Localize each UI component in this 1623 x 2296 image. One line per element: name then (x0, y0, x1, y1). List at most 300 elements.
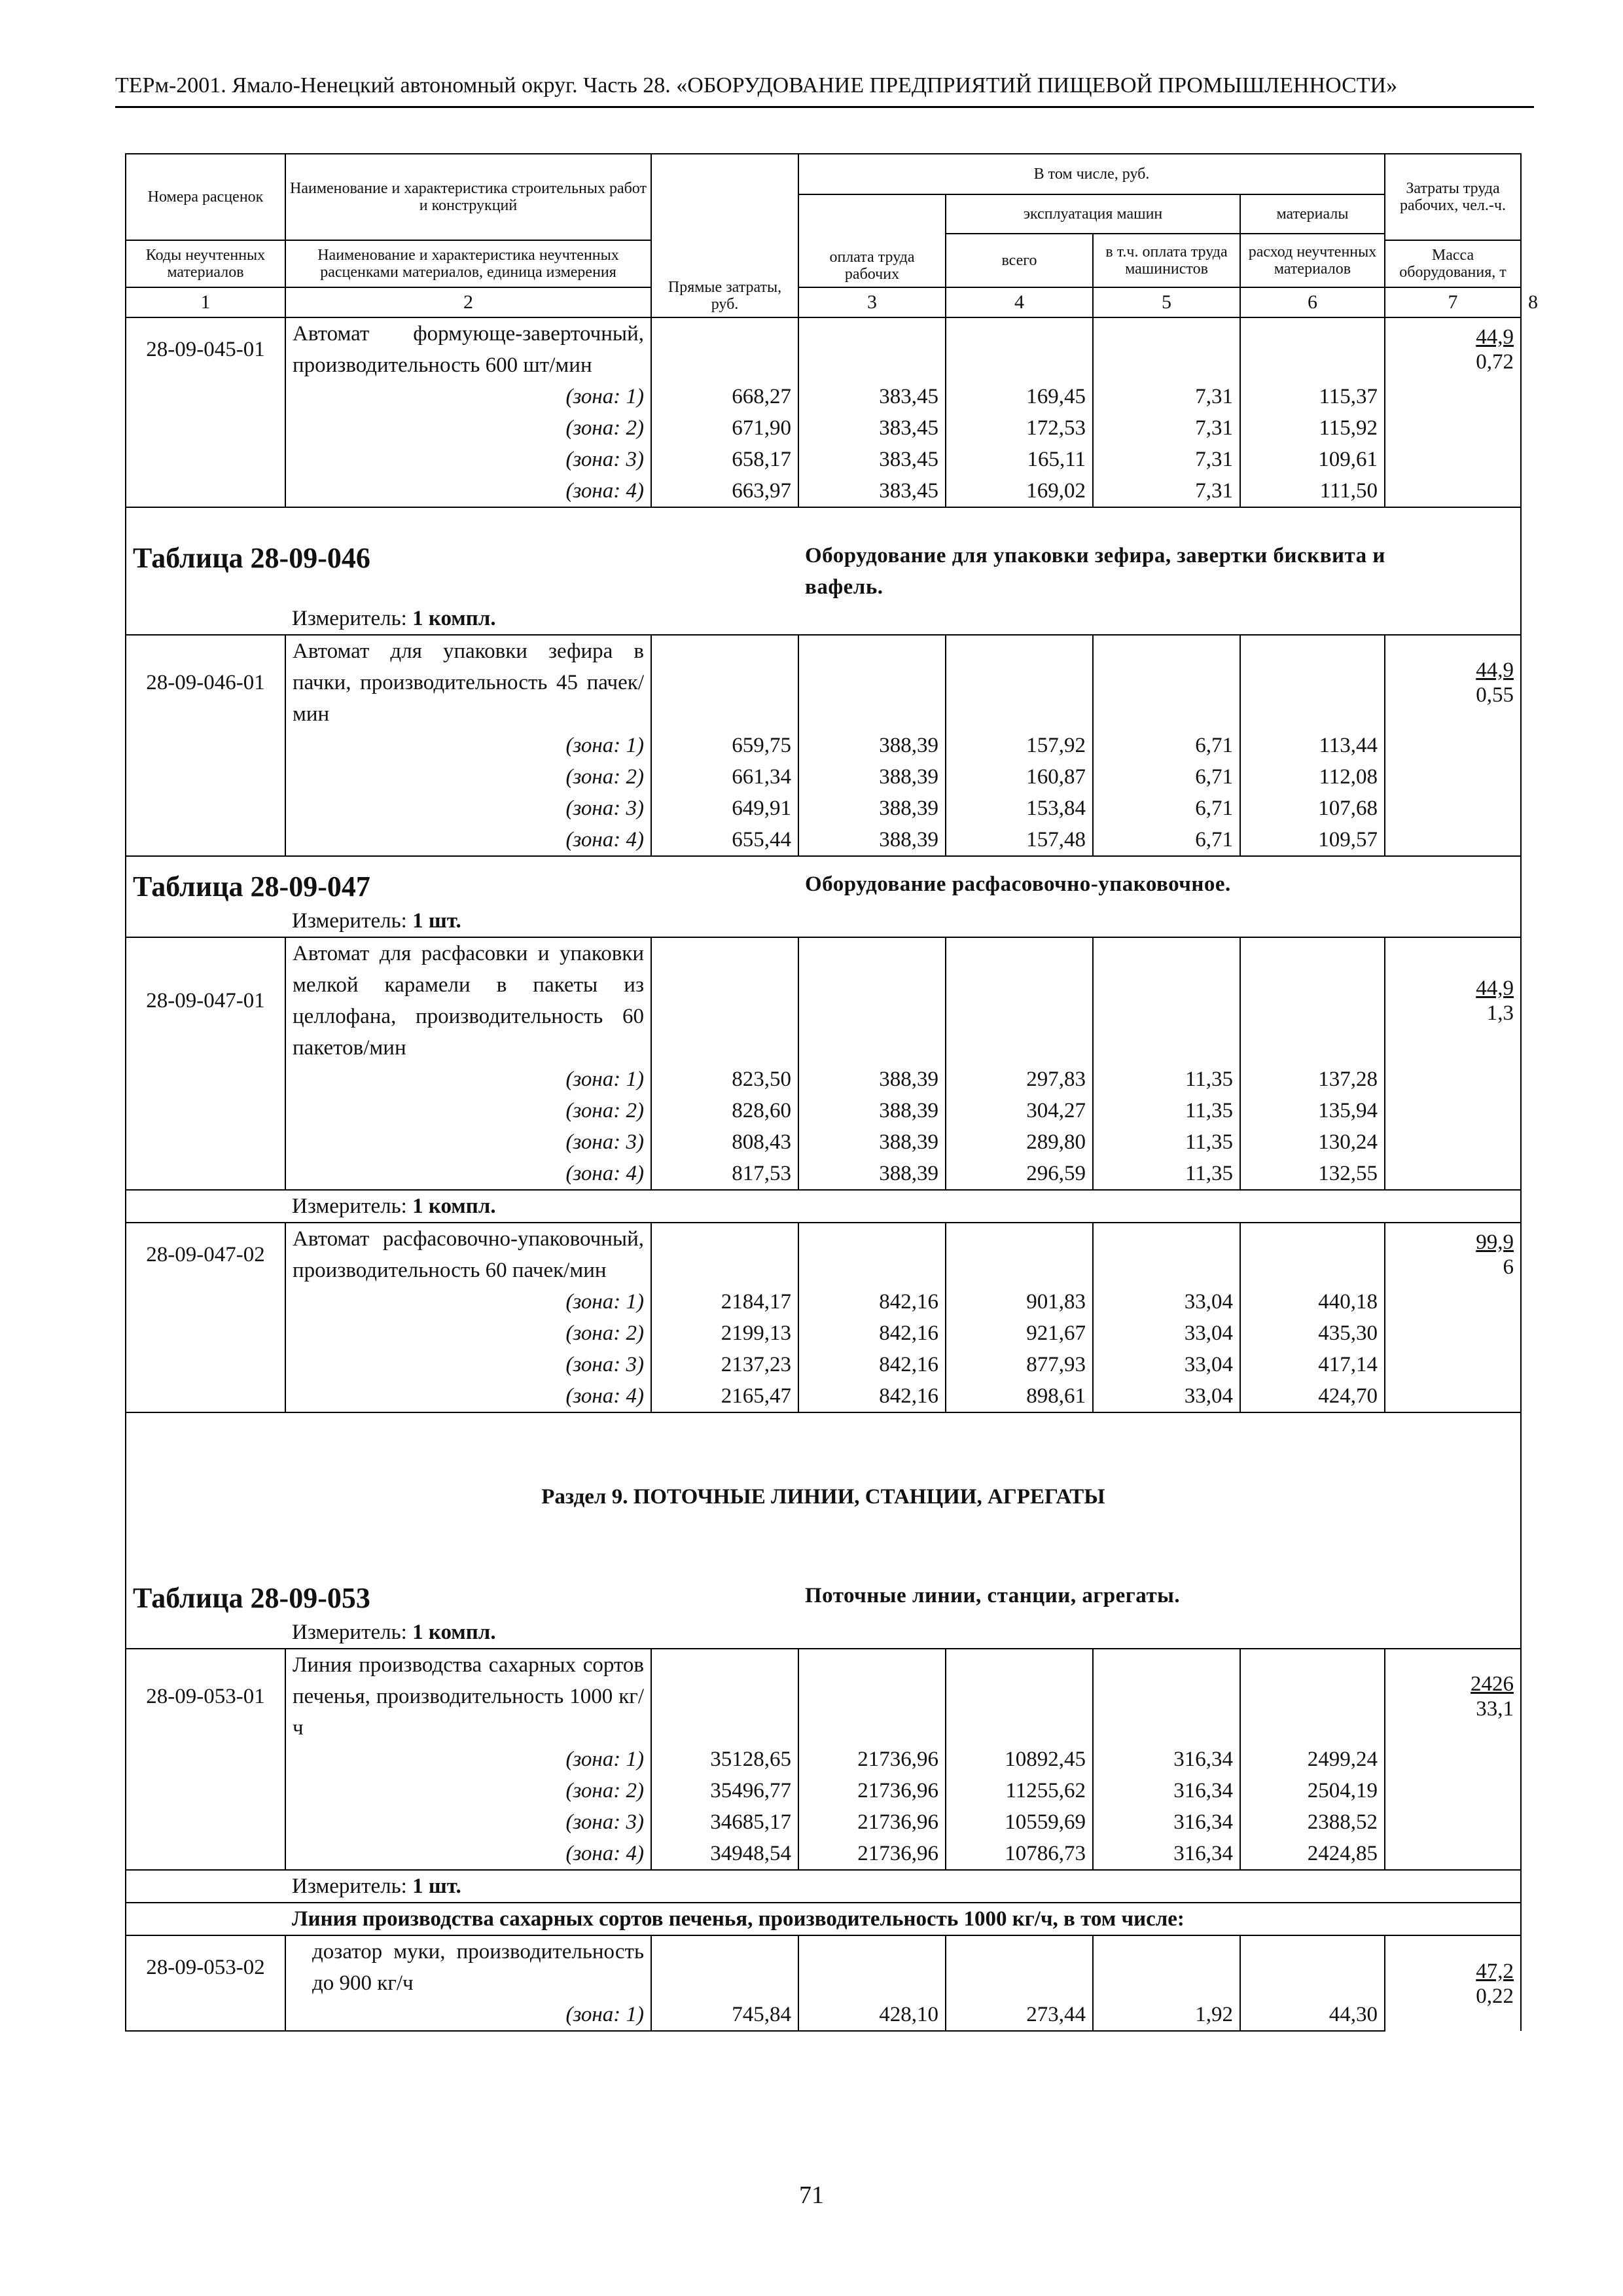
table-cell (126, 507, 1521, 540)
zone-label: (зона: 4) (285, 475, 651, 507)
cost-value: 35496,77 (651, 1775, 798, 1806)
cost-value: 34685,17 (651, 1806, 798, 1838)
text-fragment: 1 шт. (412, 909, 461, 933)
cost-value: 33,04 (1093, 1286, 1240, 1318)
subheading: Линия производства сахарных сортов печенья, производительность 1000 кг/ч, в том числе: (285, 1903, 1521, 1935)
cost-value: 424,70 (1240, 1380, 1385, 1412)
table-cell (126, 475, 285, 507)
table-cell (126, 1870, 285, 1903)
cost-value: 383,45 (798, 381, 946, 412)
table-cell (126, 1617, 285, 1649)
cost-value: 6,71 (1093, 824, 1240, 856)
table-cell (651, 1223, 798, 1286)
cost-value: 2388,52 (1240, 1806, 1385, 1838)
text-fragment: Измеритель: (292, 1194, 407, 1218)
cost-value: 898,61 (946, 1380, 1093, 1412)
table-row (126, 824, 1521, 856)
table-cell (126, 1838, 285, 1870)
col-num: 7 (1385, 287, 1521, 317)
rate-description: Автомат для упаковки зефира в пачки, производительность 45 пачек/мин (285, 635, 651, 730)
col-work-name: Наименование и характеристика строительных работ и конструкций (285, 154, 651, 240)
table-row (126, 635, 1521, 730)
cost-value: 21736,96 (798, 1838, 946, 1870)
table-cell (1385, 1095, 1521, 1126)
text-fragment: 44,9 (1476, 325, 1514, 349)
cost-value: 2504,19 (1240, 1775, 1385, 1806)
table-cell (126, 1380, 285, 1412)
table-cell (1385, 1838, 1521, 1870)
table-cell (1385, 1744, 1521, 1775)
measure-row (126, 1870, 1521, 1903)
zone-label: (зона: 3) (285, 1806, 651, 1838)
table-cell (126, 824, 285, 856)
labor-mass-fraction (1385, 1223, 1521, 1286)
measure-row (126, 905, 1521, 937)
cost-value: 7,31 (1093, 412, 1240, 444)
table-cell (946, 1223, 1093, 1286)
col-num: 5 (1093, 287, 1240, 317)
table-cell (651, 1649, 798, 1744)
cost-value: 296,59 (946, 1158, 1093, 1190)
table-cell (1385, 381, 1521, 412)
cost-value: 172,53 (946, 412, 1093, 444)
cost-value: 649,91 (651, 793, 798, 824)
table-cell (126, 381, 285, 412)
measure-row (126, 1617, 1521, 1649)
text-fragment: 47,2 (1476, 1959, 1514, 1983)
cost-value: 383,45 (798, 475, 946, 507)
table-cell (1385, 730, 1521, 761)
table-row (126, 1286, 1521, 1318)
table-cell (126, 1318, 285, 1349)
cost-value: 21736,96 (798, 1806, 946, 1838)
rate-description: дозатор муки, производительность до 900 кг/ч (285, 1935, 651, 1999)
cost-value: 316,34 (1093, 1806, 1240, 1838)
cost-value: 440,18 (1240, 1286, 1385, 1318)
measure (285, 1190, 1521, 1223)
table-cell (946, 1649, 1093, 1744)
cost-value: 109,57 (1240, 824, 1385, 856)
labor-mass-fraction (1385, 1935, 1521, 2031)
table-cell (1385, 1349, 1521, 1380)
subheading-row (126, 1903, 1521, 1935)
table-cell (126, 1999, 285, 2031)
cost-value: 7,31 (1093, 444, 1240, 475)
cost-value: 107,68 (1240, 793, 1385, 824)
text-fragment: 0,72 (1476, 350, 1514, 374)
zone-label: (зона: 1) (285, 730, 651, 761)
table-label: Таблица 28-09-047 (133, 870, 370, 903)
col-machinist-pay: в т.ч. оплата труда машинистов (1093, 234, 1240, 287)
table-row (126, 1126, 1521, 1158)
cost-value: 655,44 (651, 824, 798, 856)
table-row (126, 1158, 1521, 1190)
table-row (126, 1318, 1521, 1349)
table-row (126, 937, 1521, 1064)
cost-value: 10892,45 (946, 1744, 1093, 1775)
zone-label: (зона: 4) (285, 1838, 651, 1870)
text-fragment: Измеритель: (292, 1621, 407, 1644)
cost-value: 388,39 (798, 730, 946, 761)
cost-value: 11255,62 (946, 1775, 1093, 1806)
cost-value: 165,11 (946, 444, 1093, 475)
text-fragment: 6 (1503, 1255, 1514, 1279)
labor-mass-fraction (1385, 317, 1521, 381)
cost-value: 435,30 (1240, 1318, 1385, 1349)
cost-value: 383,45 (798, 444, 946, 475)
header-rule (115, 106, 1534, 108)
table-cell (126, 540, 798, 603)
table-cell (651, 937, 798, 1064)
labor-mass-fraction (1385, 1649, 1521, 1744)
table-cell (126, 1580, 798, 1617)
table-cell (126, 793, 285, 824)
cost-value: 2199,13 (651, 1318, 798, 1349)
table-row (126, 475, 1521, 507)
col-machines: эксплуатация машин (946, 194, 1240, 234)
cost-value: 921,67 (946, 1318, 1093, 1349)
col-materials: материалы (1240, 194, 1385, 234)
table-title: Оборудование для упаковки зефира, завертки бисквита и вафель. (798, 540, 1521, 603)
table-row (126, 1775, 1521, 1806)
table-cell (126, 1744, 285, 1775)
text-fragment: 1,3 (1486, 1001, 1514, 1025)
table-row (126, 1649, 1521, 1744)
table-row (126, 1349, 1521, 1380)
labor-mass-fraction (1385, 635, 1521, 730)
text-fragment: 0,55 (1476, 683, 1514, 707)
col-rate-numbers: Номера расценок (126, 154, 285, 240)
table-cell (1240, 317, 1385, 381)
zone-label: (зона: 1) (285, 1744, 651, 1775)
cost-value: 157,92 (946, 730, 1093, 761)
cost-value: 304,27 (946, 1095, 1093, 1126)
table-cell (798, 937, 946, 1064)
col-num: 2 (285, 287, 651, 317)
zone-label: (зона: 1) (285, 381, 651, 412)
cost-value: 6,71 (1093, 793, 1240, 824)
table-label: Таблица 28-09-046 (133, 542, 370, 574)
rate-code: 28-09-053-01 (126, 1649, 285, 1744)
rates-table: Номера расценок Наименование и характеристика строительных работ и конструкций Прямые затраты, руб. В том числе, руб. Затраты труда рабочих, чел.-ч. оплата труда рабочих эксплуатация машин материалы всего в т.ч. оплата труда машинистов расход неучтенных материалов Коды неучтенных материалов Наименование и характеристика неучтенных расценками материалов, единица измерения Масса оборудования, т 1 2 3 4 5 6 7 8 28-09-045-01 Автомат формующе-заверточный, производительность 600 шт/мин 44,9 0,72 (зона: 1) 668,27 383,45 169,45 7,31 115,37 (зона: 2) 671,90 383,45 172,53 7,31 115,92 (зона: 3) 658,17 383,45 165,11 7,31 109,61 (зона: 4) 663,97 383,45 169,02 7,31 111,50 Таблица 28-09-046 Оборудование для упаковки зефира, завертки бисквита и вафель. Измеритель: 1 компл. 28-09-046-01 Автомат для упаковки зефира в пачки, производительность 45 пачек/мин 44,9 0,55 (зона: 1) 659,75 388,39 157,92 6,71 113,44 (зона: 2) 661,34 388,39 160,87 6,71 112,08 (зона: 3) 649,91 388,39 153,84 6,71 107,68 (зона: 4) 655,44 388,39 157,48 6,71 109,57 Таблица 28-09-047 Оборудование расфасовочно-упаковочное. Измеритель: 1 шт. 28-09-047-01 Автомат для расфасовки и упаковки мелкой карамели в пакеты из целлофана, производительность 60 пакетов/мин 44,9 1,3 (зона: 1) 823,50 388,39 297,83 11,35 137,28 (зона: 2) 828,60 388,39 304,27 11,35 135,94 (зона: 3) 808,43 388,39 289,80 11,35 130,24 (зона: 4) 817,53 388,39 296,59 11,35 132,55 Измеритель: 1 компл. 28-09-047-02 Автомат расфасовочно-упаковочный, производительность 60 пачек/мин 99,9 6 (зона: 1) 2184,17 842,16 901,83 33,04 440,18 (зона: 2) 2199,13 842,16 921,67 33,04 435,30 (зона: 3) 2137,23 842,16 877,93 33,04 417,14 (зона: 4) 2165,47 842,16 898,61 33,04 424,70 Раздел 9. ПОТОЧНЫЕ ЛИНИИ, СТАНЦИИ, АГРЕГАТЫ Таблица 28-09-053 Поточные линии, станции, агрегаты. Измеритель: 1 компл. 28-09-053-01 Линия производства сахарных сортов печенья, производительность 1000 кг/ч 2426 33,1 (зона: 1) 35128,65 21736,96 10892,45 316,34 2499,24 (зона: 2) 35496,77 21736,96 11255,62 316,34 2504,19 (зона: 3) 34685,17 21736,96 10559,69 316,34 2388,52 (зона: 4) 34948,54 21736,96 10786,73 316,34 2424,85 Измеритель: 1 шт. Линия производства сахарных сортов печенья, производительность 1000 кг/ч, в том числе: 28-09-053-02 дозатор муки, производительность до 900 кг/ч 47,2 0,22 (зона: 1) 745,84 428,10 273,44 1,92 44,30 (125, 153, 1522, 2032)
cost-value: 659,75 (651, 730, 798, 761)
table-cell (1093, 317, 1240, 381)
table-cell (1385, 1064, 1521, 1095)
col-labor-costs: Затраты труда рабочих, чел.-ч. (1385, 154, 1521, 240)
table-cell (126, 1286, 285, 1318)
zone-label: (зона: 2) (285, 761, 651, 793)
cost-value: 671,90 (651, 412, 798, 444)
cost-value: 11,35 (1093, 1095, 1240, 1126)
cost-value: 877,93 (946, 1349, 1093, 1380)
table-cell (1385, 793, 1521, 824)
text-fragment: 2426 (1471, 1672, 1514, 1696)
cost-value: 11,35 (1093, 1126, 1240, 1158)
cost-value: 2499,24 (1240, 1744, 1385, 1775)
table-cell (1385, 1318, 1521, 1349)
table-row (126, 444, 1521, 475)
running-head: ТЕРм-2001. Ямало-Ненецкий автономный округ. Часть 28. «ОБОРУДОВАНИЕ ПРЕДПРИЯТИЙ ПИЩЕВОЙ ПРОМЫШЛЕННОСТИ» (115, 73, 1398, 98)
section-row (126, 1412, 1521, 1580)
table-cell (1093, 635, 1240, 730)
labor-mass-fraction (1385, 937, 1521, 1064)
cost-value: 658,17 (651, 444, 798, 475)
section-title: Раздел 9. ПОТОЧНЫЕ ЛИНИИ, СТАНЦИИ, АГРЕГАТЫ (126, 1412, 1521, 1580)
cost-value: 35128,65 (651, 1744, 798, 1775)
cost-value: 668,27 (651, 381, 798, 412)
cost-value: 388,39 (798, 793, 946, 824)
cost-value: 388,39 (798, 761, 946, 793)
table-cell (126, 444, 285, 475)
col-num: 6 (1240, 287, 1385, 317)
cost-value: 842,16 (798, 1286, 946, 1318)
cost-value: 2137,23 (651, 1349, 798, 1380)
measure (285, 603, 1521, 635)
table-row (126, 1380, 1521, 1412)
cost-value: 2165,47 (651, 1380, 798, 1412)
cost-value: 7,31 (1093, 381, 1240, 412)
table-cell (126, 730, 285, 761)
table-cell (126, 1806, 285, 1838)
cost-value: 828,60 (651, 1095, 798, 1126)
zone-label: (зона: 4) (285, 824, 651, 856)
table-cell (798, 635, 946, 730)
zone-label: (зона: 1) (285, 1999, 651, 2031)
cost-value: 901,83 (946, 1286, 1093, 1318)
col-material-name: Наименование и характеристика неучтенных расценками материалов, единица измерения (285, 240, 651, 287)
cost-value: 1,92 (1093, 1999, 1240, 2031)
col-num: 4 (946, 287, 1093, 317)
col-labor-pay: оплата труда рабочих (798, 194, 946, 287)
text-fragment: 1 компл. (412, 1194, 496, 1218)
table-cell (1385, 475, 1521, 507)
zone-label: (зона: 3) (285, 444, 651, 475)
text-fragment: 44,9 (1476, 977, 1514, 1000)
cost-value: 169,45 (946, 381, 1093, 412)
cost-value: 663,97 (651, 475, 798, 507)
zone-label: (зона: 1) (285, 1064, 651, 1095)
table-cell (126, 1190, 285, 1223)
table-label: Таблица 28-09-053 (133, 1582, 370, 1614)
zone-label: (зона: 4) (285, 1158, 651, 1190)
table-cell (1385, 1126, 1521, 1158)
text-fragment: Измеритель: (292, 1874, 407, 1898)
table-cell (1385, 1380, 1521, 1412)
table-cell (126, 603, 285, 635)
table-cell (1093, 1223, 1240, 1286)
cost-value: 6,71 (1093, 761, 1240, 793)
cost-value: 6,71 (1093, 730, 1240, 761)
cost-value: 115,92 (1240, 412, 1385, 444)
table-cell (798, 1223, 946, 1286)
cost-value: 33,04 (1093, 1349, 1240, 1380)
table-cell (126, 1095, 285, 1126)
rate-code: 28-09-046-01 (126, 635, 285, 730)
col-equipment-mass: Масса оборудования, т (1385, 240, 1521, 287)
col-including: В том числе, руб. (798, 154, 1385, 194)
table-row (126, 1838, 1521, 1870)
cost-value: 2184,17 (651, 1286, 798, 1318)
table-cell (651, 317, 798, 381)
cost-value: 33,04 (1093, 1318, 1240, 1349)
col-material-codes: Коды неучтенных материалов (126, 240, 285, 287)
table-cell (946, 317, 1093, 381)
table-cell (1385, 1775, 1521, 1806)
table-cell (126, 1064, 285, 1095)
cost-value: 388,39 (798, 1126, 946, 1158)
zone-label: (зона: 2) (285, 1775, 651, 1806)
cost-value: 11,35 (1093, 1158, 1240, 1190)
table-cell (946, 1935, 1093, 1999)
cost-value: 112,08 (1240, 761, 1385, 793)
table-cell (1385, 1806, 1521, 1838)
table-cell (1093, 1649, 1240, 1744)
zone-label: (зона: 2) (285, 1095, 651, 1126)
table-cell (1093, 1935, 1240, 1999)
table-row (126, 1095, 1521, 1126)
cost-value: 44,30 (1240, 1999, 1385, 2031)
table-cell (126, 1158, 285, 1190)
cost-value: 842,16 (798, 1380, 946, 1412)
rate-code: 28-09-047-02 (126, 1223, 285, 1286)
cost-value: 2424,85 (1240, 1838, 1385, 1870)
cost-value: 169,02 (946, 475, 1093, 507)
zone-label: (зона: 2) (285, 412, 651, 444)
table-row (126, 1806, 1521, 1838)
cost-value: 7,31 (1093, 475, 1240, 507)
table-cell (1240, 1223, 1385, 1286)
rate-code: 28-09-045-01 (126, 317, 285, 381)
text-fragment: 33,1 (1476, 1697, 1514, 1721)
cost-value: 417,14 (1240, 1349, 1385, 1380)
table-cell (1240, 1649, 1385, 1744)
table-row (126, 1999, 1521, 2031)
table-cell (1240, 635, 1385, 730)
measure (285, 1617, 1521, 1649)
measure (285, 905, 1521, 937)
cost-value: 153,84 (946, 793, 1093, 824)
text-fragment: 44,9 (1476, 658, 1514, 682)
table-cell (798, 317, 946, 381)
cost-value: 817,53 (651, 1158, 798, 1190)
table-row (126, 1223, 1521, 1286)
cost-value: 823,50 (651, 1064, 798, 1095)
text-fragment: 0,22 (1476, 1984, 1514, 2008)
cost-value: 388,39 (798, 1095, 946, 1126)
zone-label: (зона: 3) (285, 1349, 651, 1380)
table-row (126, 1935, 1521, 1999)
cost-value: 21736,96 (798, 1744, 946, 1775)
cost-value: 428,10 (798, 1999, 946, 2031)
table-row (126, 317, 1521, 381)
col-machines-total: всего (946, 234, 1093, 287)
cost-value: 34948,54 (651, 1838, 798, 1870)
rate-description: Автомат для расфасовки и упаковки мелкой карамели в пакеты из целлофана, производительность 60 пакетов/мин (285, 937, 651, 1064)
text-fragment: 99,9 (1476, 1230, 1514, 1254)
cost-value: 273,44 (946, 1999, 1093, 2031)
table-row (126, 381, 1521, 412)
table-row (126, 730, 1521, 761)
zone-label: (зона: 4) (285, 1380, 651, 1412)
cost-value: 388,39 (798, 824, 946, 856)
cost-value: 160,87 (946, 761, 1093, 793)
cost-value: 316,34 (1093, 1775, 1240, 1806)
cost-value: 109,61 (1240, 444, 1385, 475)
cost-value: 10786,73 (946, 1838, 1093, 1870)
table-cell (1385, 412, 1521, 444)
col-num: 1 (126, 287, 285, 317)
cost-value: 132,55 (1240, 1158, 1385, 1190)
cost-value: 388,39 (798, 1064, 946, 1095)
table-title: Оборудование расфасовочно-упаковочное. (798, 856, 1521, 905)
cost-value: 297,83 (946, 1064, 1093, 1095)
rate-code: 28-09-053-02 (126, 1935, 285, 1999)
table-cell (1385, 1158, 1521, 1190)
measure (285, 1870, 1521, 1903)
table-row (126, 793, 1521, 824)
cost-value: 135,94 (1240, 1095, 1385, 1126)
cost-value: 113,44 (1240, 730, 1385, 761)
measure-row (126, 1190, 1521, 1223)
col-direct-costs: Прямые затраты, руб. (651, 154, 798, 317)
measure-row (126, 603, 1521, 635)
cost-value: 21736,96 (798, 1775, 946, 1806)
table-cell (1385, 444, 1521, 475)
rate-description: Автомат формующе-заверточный, производительность 600 шт/мин (285, 317, 651, 381)
table-cell (1240, 937, 1385, 1064)
cost-value: 745,84 (651, 1999, 798, 2031)
cost-value: 10559,69 (946, 1806, 1093, 1838)
table-row (126, 412, 1521, 444)
table-cell (798, 1649, 946, 1744)
table-cell (1385, 761, 1521, 793)
cost-value: 111,50 (1240, 475, 1385, 507)
rate-code: 28-09-047-01 (126, 937, 285, 1064)
page-number: 71 (799, 2181, 824, 2209)
cost-value: 808,43 (651, 1126, 798, 1158)
rate-description: Автомат расфасовочно-упаковочный, производительность 60 пачек/мин (285, 1223, 651, 1286)
cost-value: 842,16 (798, 1318, 946, 1349)
table-cell (126, 1775, 285, 1806)
table-cell (1093, 937, 1240, 1064)
text-fragment: 1 шт. (412, 1874, 461, 1898)
table-heading (126, 540, 1521, 603)
zone-label: (зона: 3) (285, 1126, 651, 1158)
table-heading (126, 856, 1521, 905)
col-num: 3 (798, 287, 946, 317)
cost-value: 137,28 (1240, 1064, 1385, 1095)
table-cell (126, 1126, 285, 1158)
cost-value: 130,24 (1240, 1126, 1385, 1158)
text-fragment: Измеритель: (292, 909, 407, 933)
zone-label: (зона: 1) (285, 1286, 651, 1318)
cost-value: 388,39 (798, 1158, 946, 1190)
table-cell (126, 856, 798, 905)
cost-value: 316,34 (1093, 1744, 1240, 1775)
table-title: Поточные линии, станции, агрегаты. (798, 1580, 1521, 1617)
table-heading (126, 507, 1521, 540)
zone-label: (зона: 2) (285, 1318, 651, 1349)
table-row (126, 1744, 1521, 1775)
cost-value: 316,34 (1093, 1838, 1240, 1870)
table-cell (126, 761, 285, 793)
table-cell (126, 412, 285, 444)
cost-value: 842,16 (798, 1349, 946, 1380)
table-row (126, 761, 1521, 793)
text-fragment: 1 компл. (412, 1621, 496, 1644)
table-cell (126, 905, 285, 937)
table-cell (126, 1349, 285, 1380)
